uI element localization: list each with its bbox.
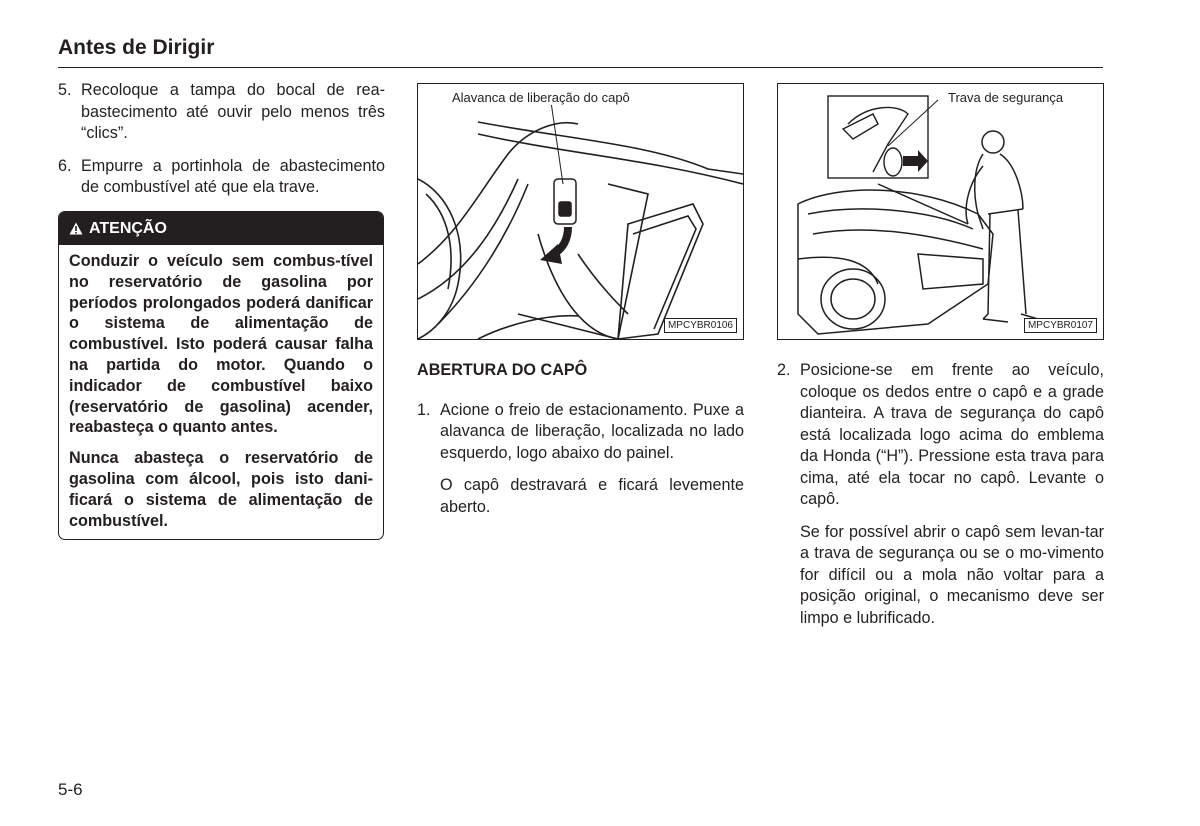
safety-latch-illustration: [778, 84, 1103, 339]
warning-triangle-icon: [69, 222, 83, 235]
step-5: [58, 80, 385, 145]
step-text: Posicione-se em frente ao veículo, coloque os dedos entre o capô e a grade dianteira. A trava de segurança do capô está localizada logo acima do emblema da Honda (“H”). Pressione esta trava para cima, até ela tocar no capô. Levante o capô.: [800, 361, 1104, 508]
section-title: ABERTURA DO CAPÔ: [417, 361, 588, 379]
figure-safety-latch: [777, 83, 1104, 340]
figure-label: Trava de segurança: [948, 90, 1064, 105]
step-text: Recoloque a tampa do bocal de rea-bastecimento até ouvir pelo menos três “clics”.: [81, 81, 385, 142]
warning-body: [59, 245, 383, 539]
step-number: 6.: [58, 156, 72, 175]
header-rule: [58, 67, 1103, 68]
middle-column: [417, 360, 744, 529]
step-2: [777, 360, 1104, 511]
step-continuation: Se for possível abrir o capô sem levan-tar a trava de segurança ou se o mo-vimento for difícil ou a mola não voltar para a posição original, o mecanismo deve ser limpo e lubrificado.: [800, 522, 1104, 627]
right-column: [777, 360, 1104, 640]
step-continuation: O capô destravará e ficará levemente aberto.: [440, 476, 744, 516]
figure-hood-release-lever: [417, 83, 744, 340]
warning-paragraph: Nunca abasteça o reservatório de gasolina com álcool, pois isto dani-ficará o sistema de alimentação de combustível.: [69, 449, 373, 530]
warning-paragraph: Conduzir o veículo sem combus-tível no reservatório de gasolina por períodos prolongados poderá danificar o sistema de alimentação de combustível. Isto poderá causar falha na partida do motor. Quando o indicador de combustível baixo (reservatório de gasolina) acender, reabasteça o quanto antes.: [69, 252, 373, 437]
figure-code: MPCYBR0106: [664, 318, 737, 333]
warning-header: [59, 212, 383, 246]
left-column: [58, 80, 385, 540]
page-number: 5-6: [58, 780, 83, 799]
step-1: [417, 400, 744, 465]
figure-code: MPCYBR0107: [1024, 318, 1097, 333]
page-header-title: Antes de Dirigir: [58, 36, 215, 59]
step-text: Empurre a portinhola de abastecimento de combustível até que ela trave.: [81, 156, 385, 196]
warning-title: ATENÇÃO: [89, 219, 167, 237]
step-6: [58, 156, 385, 199]
step-number: 5.: [58, 81, 72, 99]
hood-release-lever-illustration: [418, 84, 743, 339]
step-text: Acione o freio de estacionamento. Puxe a alavanca de liberação, localizada no lado esquerdo, logo abaixo do painel.: [440, 400, 744, 462]
warning-box: [58, 211, 384, 541]
figure-label: Alavanca de liberação do capô: [452, 90, 630, 105]
step-number: 1.: [417, 400, 431, 419]
step-number: 2.: [777, 361, 791, 379]
